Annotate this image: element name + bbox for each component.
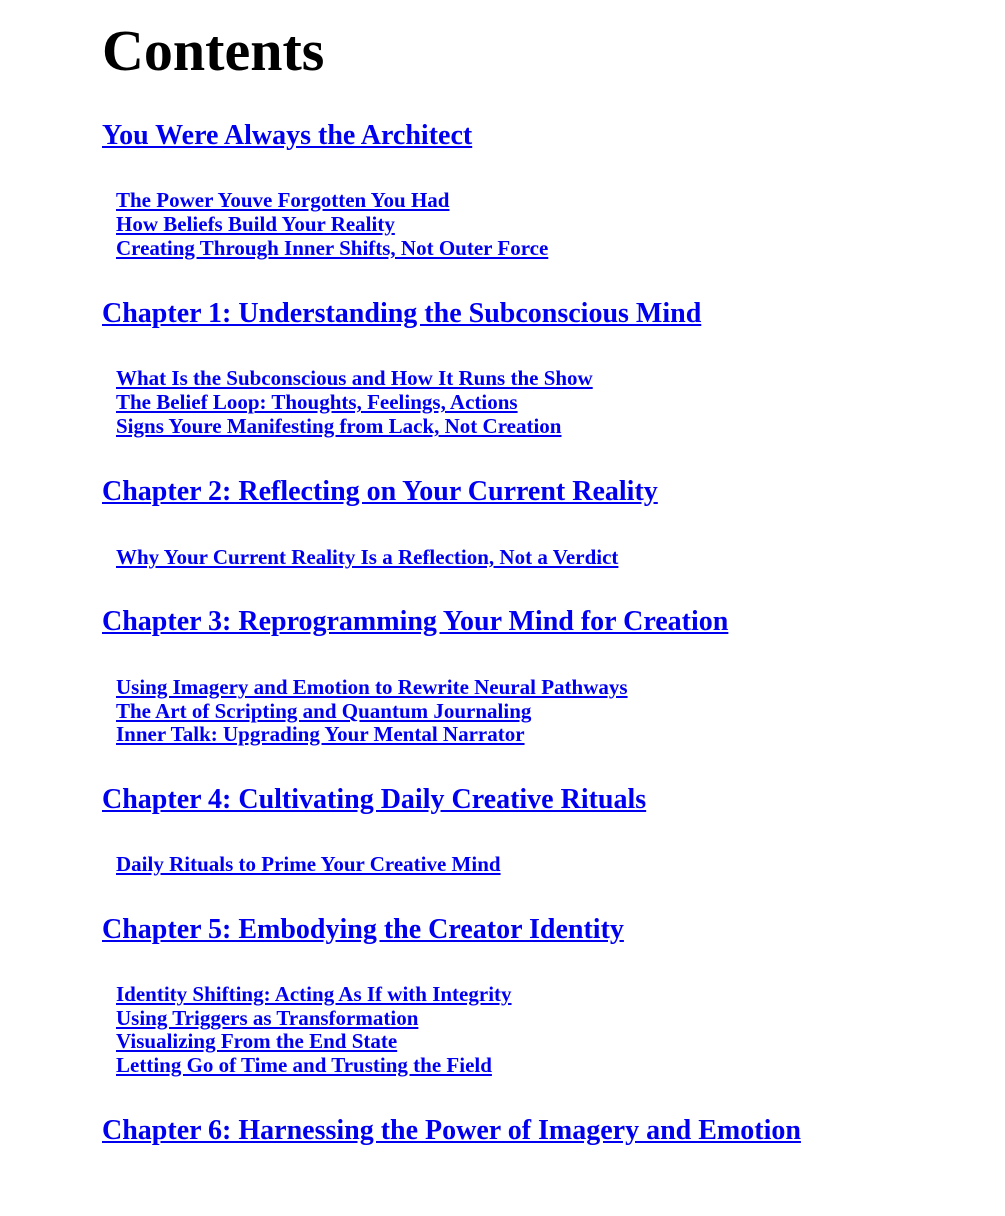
- toc-link[interactable]: Daily Rituals to Prime Your Creative Mind: [116, 852, 501, 876]
- toc-heading-chapter-6[interactable]: Chapter 6: Harnessing the Power of Imagery and Emotion: [102, 1115, 801, 1146]
- toc-link[interactable]: Identity Shifting: Acting As If with Integrity: [116, 982, 512, 1006]
- toc-heading-chapter-5[interactable]: Chapter 5: Embodying the Creator Identity: [102, 914, 624, 945]
- toc-link[interactable]: How Beliefs Build Your Reality: [116, 212, 395, 236]
- toc-link[interactable]: Signs Youre Manifesting from Lack, Not Creation: [116, 414, 562, 438]
- toc-link[interactable]: The Belief Loop: Thoughts, Feelings, Actions: [116, 390, 518, 414]
- toc-heading-chapter-2[interactable]: Chapter 2: Reflecting on Your Current Reality: [102, 476, 658, 507]
- toc-link[interactable]: The Power Youve Forgotten You Had: [116, 188, 450, 212]
- toc-link[interactable]: The Art of Scripting and Quantum Journaling: [116, 699, 532, 723]
- toc-heading-chapter-1[interactable]: Chapter 1: Understanding the Subconscious Mind: [102, 298, 702, 329]
- toc-link[interactable]: Why Your Current Reality Is a Reflection, Not a Verdict: [116, 545, 619, 569]
- toc-link[interactable]: Visualizing From the End State: [116, 1029, 398, 1053]
- toc-link[interactable]: Inner Talk: Upgrading Your Mental Narrator: [116, 722, 525, 746]
- toc-link[interactable]: What Is the Subconscious and How It Runs the Show: [116, 366, 593, 390]
- toc-link[interactable]: Creating Through Inner Shifts, Not Outer Force: [116, 236, 549, 260]
- toc-heading-chapter-3[interactable]: Chapter 3: Reprogramming Your Mind for Creation: [102, 606, 729, 637]
- toc-link[interactable]: Using Imagery and Emotion to Rewrite Neural Pathways: [116, 675, 628, 699]
- toc-heading-chapter-4[interactable]: Chapter 4: Cultivating Daily Creative Rituals: [102, 784, 647, 815]
- toc-heading-intro[interactable]: You Were Always the Architect: [102, 120, 473, 151]
- page-title: Contents: [102, 18, 325, 83]
- toc-link[interactable]: Using Triggers as Transformation: [116, 1006, 419, 1030]
- toc-link[interactable]: Letting Go of Time and Trusting the Field: [116, 1053, 492, 1077]
